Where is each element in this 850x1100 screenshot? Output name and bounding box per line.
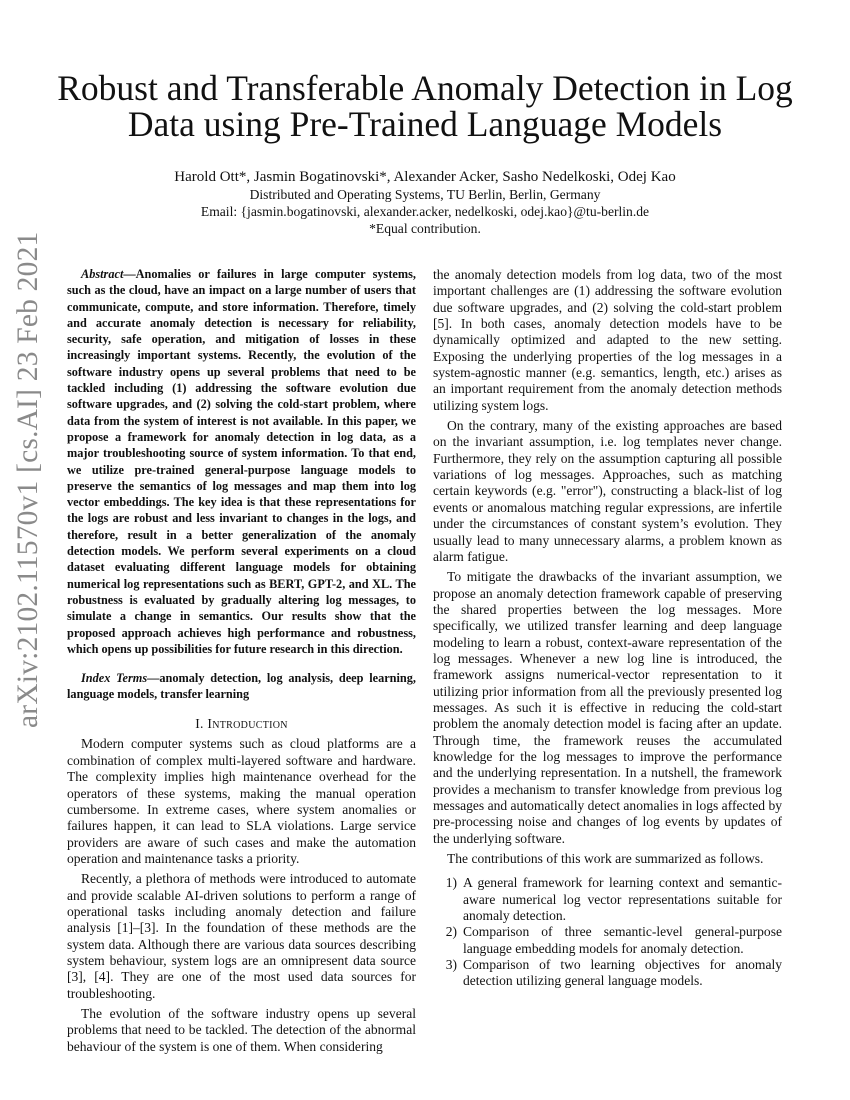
contribution-text: A general framework for learning context and semantic-aware numerical log vector representations suitable for anomaly detection. <box>463 875 782 924</box>
contribution-text: Comparison of two learning objectives for anomaly detection utilizing general language models. <box>463 957 782 989</box>
intro-paragraph-2: Recently, a plethora of methods were introduced to automate and provide scalable AI-driven solutions to perform a range of operational tasks including anomaly detection and failure analysis [1]–[3]. In the foundation of these methods are the system data. Although there are various data sources describing system behaviour, system logs are an omnipresent data source [3], [4]. They are one of the most used data sources for troubleshooting. <box>67 871 416 1001</box>
contribution-number: 3) <box>445 957 457 973</box>
index-terms-text: —anomaly detection, log analysis, deep learning, language models, transfer learning <box>67 671 416 702</box>
intro-paragraph-6: The contributions of this work are summarized as follows. <box>447 851 764 867</box>
contribution-number: 2) <box>445 924 457 940</box>
abstract <box>67 266 416 657</box>
contribution-item <box>433 957 782 990</box>
abstract-text: —Anomalies or failures in large computer systems, such as the cloud, have an impact on a large number of users that communicate, compute, and store information. Therefore, timely and accurate anomaly detection is necessary for reliability, security, safe operation, and mitigation of losses in these increasingly important systems. Recently, the evolution of the software industry opens up several problems that need to be tackled including (1) addressing the software evolution due software upgrades, and (2) solving the cold-start problem, where data from the system of interest is not available. In this paper, we propose a framework for anomaly detection in log data, as a major troubleshooting source of system information. To that end, we utilize pre-trained general-purpose language models to preserve the semantics of log messages and map them into log vector embeddings. The key idea is that these representations for the logs are robust and less invariant to changes in the logs, and therefore, result in a better generalization of the anomaly detection models. We perform several experiments on a cloud dataset evaluating different language models for obtaining numerical log representations such as BERT, GPT-2, and XL. The robustness is evaluated by gradually altering log messages, to simulate a change in semantics. Our results show that the proposed approach achieves high performance and robustness, which opens up possibilities for future research in this direction. <box>67 267 416 656</box>
section-heading-introduction: I. Introduction <box>195 716 288 732</box>
index-terms <box>67 670 416 702</box>
intro-paragraph-3: The evolution of the software industry opens up several problems that need to be tackled. The detection of the abnormal behaviour of the system is one of them. When considering <box>67 1005 416 1054</box>
equal-contribution-note: *Equal contribution. <box>369 221 481 236</box>
intro-paragraph-1: Modern computer systems such as cloud platforms are a combination of complex multi-layered software and hardware. The complexity implies high maintenance overhead for the operators of these systems, making the manual operation cumbersome. In extreme cases, where system anomalies or failures happen, it can lead to SLA violations. Large service providers are aware of such cases and make the automation operation and maintenance tasks a priority. <box>67 736 416 866</box>
title-line-2: Data using Pre-Trained Language Models <box>127 104 723 144</box>
author-list: Harold Ott*, Jasmin Bogatinovski*, Alexander Acker, Sasho Nedelkoski, Odej Kao <box>174 169 676 185</box>
author-emails: Email: {jasmin.bogatinovski, alexander.acker, nedelkoski, odej.kao}@tu-berlin.de <box>200 204 650 219</box>
left-column <box>67 266 416 1055</box>
contribution-number: 1) <box>445 875 457 891</box>
contribution-item <box>433 924 782 957</box>
intro-paragraph-4: On the contrary, many of the existing approaches are based on the invariant assumption, i.e. log templates never change. Furthermore, they rely on the assumption capturing all possible variations of log messages. Approaches, such as matching certain keywords (e.g. "error"), constructing a black-list of log events or anomalous matching regular expressions, are infertile under the circumstances of constant system’s evolution. They usually lead to many unnecessary alarms, a problem known as alarm fatigue. <box>433 418 782 564</box>
intro-paragraph-3-continued: the anomaly detection models from log data, two of the most important challenges are (1) addressing the software evolution due software upgrades, and (2) solving the cold-start problem [5]. In both cases, anomaly detection models have to be dynamically optimized and adapted to the new setting. Exposing the underlying properties of the log messages in a system-agnostic manner (e.g. semantics, length, etc.) arises as an important requirement from the anomaly detection methods utilizing system logs. <box>433 267 782 413</box>
index-terms-lead: Index Terms <box>81 671 148 686</box>
affiliation: Distributed and Operating Systems, TU Berlin, Berlin, Germany <box>249 187 601 202</box>
contribution-text: Comparison of three semantic-level general-purpose language embedding models for anomaly detection. <box>463 924 782 956</box>
right-column <box>433 267 782 990</box>
arxiv-identifier-stamp: arXiv:2102.11570v1 [cs.AI] 23 Feb 2021 <box>12 231 44 728</box>
title-line-1: Robust and Transferable Anomaly Detection in Log <box>57 68 793 108</box>
contributions-list <box>433 875 782 989</box>
paper-title <box>40 70 810 142</box>
contribution-item <box>433 875 782 924</box>
abstract-lead: Abstract <box>81 267 124 281</box>
intro-paragraph-5: To mitigate the drawbacks of the invariant assumption, we propose an anomaly detection framework capable of preserving the shared properties between the log messages. More specifically, we utilized transfer learning and deep language modeling to learn a robust, context-aware representation of the log messages. Whenever a new log line is introduced, the framework assigns numerical-vector representation to it utilizing prior information from all the previously presented log messages. As such it is effective in reducing the cold-start problem the anomaly detection model is facing after an update. Through time, the framework reuses the accumulated knowledge for the log messages to improve the performance and the underlying representation. In a nutshell, the framework provides a mechanism to transfer knowledge from previous log messages and automatically detect anomalies in logs affected by pre-processing noise and changes of log events by updates of the underlying software. <box>433 569 782 846</box>
